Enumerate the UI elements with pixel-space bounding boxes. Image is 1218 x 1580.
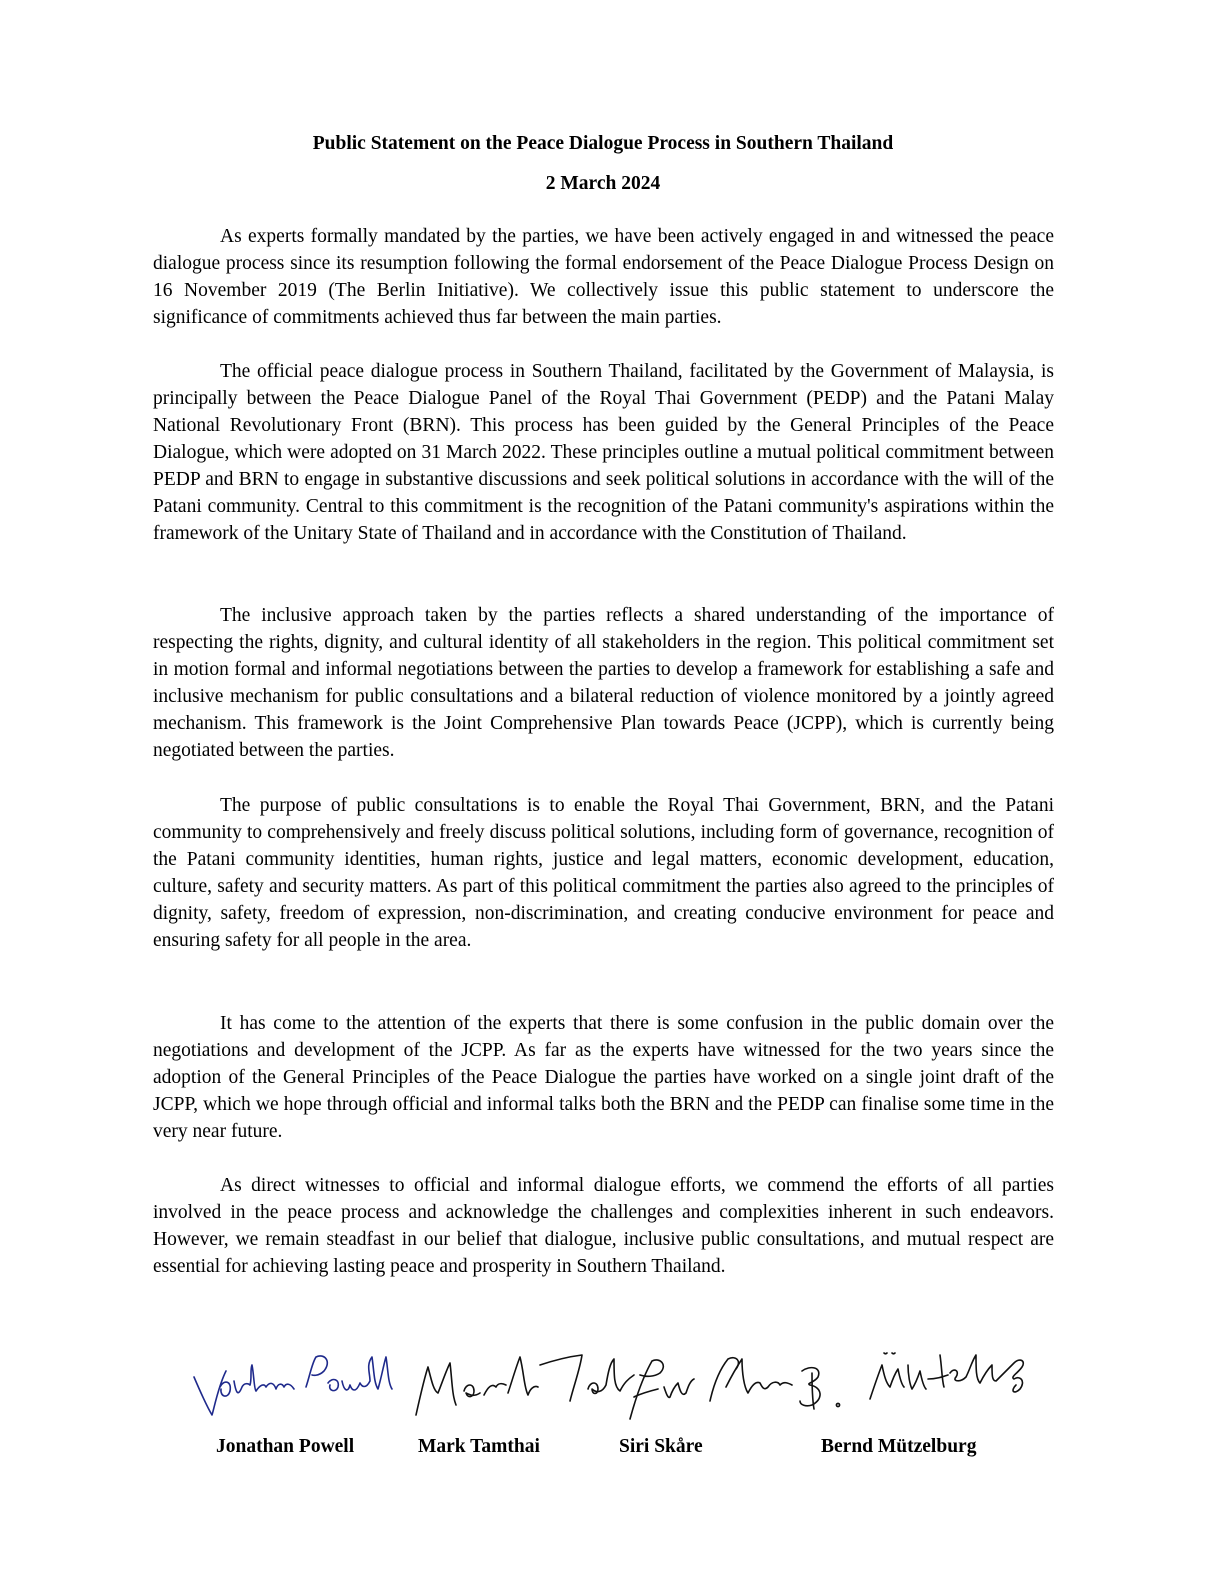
paragraph-4: The purpose of public consultations is to enable the Royal Thai Government, BRN, and the Patani community to comprehensively and freely discuss political solutions, including form of governance, recognition of the Patani community identities, human rights, justice and legal matters, economic development, education, culture, safety and security matters. As part of this political commitment the parties also agreed to the principles of dignity, safety, freedom of expression, non-discrimination, and creating conducive environment for peace and ensuring safety for all people in the area. — [153, 795, 1054, 951]
signature-bernd-mutzelburg — [800, 1353, 1023, 1409]
signature-siri-skare — [630, 1358, 792, 1419]
signature-mark-tamthai — [416, 1355, 634, 1415]
document-title: Public Statement on the Peace Dialogue Process in Southern Thailand — [312, 133, 894, 154]
paragraph-6: As direct witnesses to official and informal dialogue efforts, we commend the efforts of all parties involved in the peace process and acknowledge the challenges and complexities inherent in such endeavors. However, we remain steadfast in our belief that dialogue, inclusive public consultations, and mutual respect are essential for achieving lasting peace and prosperity in Southern Thailand. — [153, 1175, 1054, 1277]
signatory-name-2: Mark Tamthai — [418, 1436, 540, 1457]
paragraph-1: As experts formally mandated by the parties, we have been actively engaged in and witnessed the peace dialogue process since its resumption following the formal endorsement of the Peace Dialogue Process Design on 16 November 2019 (The Berlin Initiative). We collectively issue this public statement to underscore the significance of commitments achieved thus far between the main parties. — [153, 226, 1054, 328]
signatory-name-1: Jonathan Powell — [216, 1436, 355, 1457]
paragraph-2: The official peace dialogue process in Southern Thailand, facilitated by the Government of Malaysia, is principally between the Peace Dialogue Panel of the Royal Thai Government (PEDP) and the Patani Malay National Revolutionary Front (BRN). This process has been guided by the General Principles of the Peace Dialogue, which were adopted on 31 March 2022. These principles outline a mutual political commitment between PEDP and BRN to engage in substantive discussions and seek political solutions in accordance with the will of the Patani community. Central to this commitment is the recognition of the Patani community's aspirations within the framework of the Unitary State of Thailand and in accordance with the Constitution of Thailand. — [153, 361, 1054, 544]
paragraph-5: It has come to the attention of the experts that there is some confusion in the public domain over the negotiations and development of the JCPP. As far as the experts have witnessed for the two years since the adoption of the General Principles of the Peace Dialogue the parties have worked on a single joint draft of the JCPP, which we hope through official and informal talks both the BRN and the PEDP can finalise some time in the very near future. — [153, 1013, 1054, 1142]
signatures-strip — [190, 1335, 1050, 1425]
signature-jonathan-powell — [194, 1356, 392, 1415]
document-date: 2 March 2024 — [545, 173, 661, 194]
paragraph-3: The inclusive approach taken by the parties reflects a shared understanding of the importance of respecting the rights, dignity, and cultural identity of all stakeholders in the region. This political commitment set in motion formal and informal negotiations between the parties to develop a framework for establishing a safe and inclusive mechanism for public consultations and a bilateral reduction of violence monitored by a jointly agreed mechanism. This framework is the Joint Comprehensive Plan towards Peace (JCPP), which is currently being negotiated between the parties. — [153, 605, 1054, 761]
signatory-name-4: Bernd Mützelburg — [821, 1436, 977, 1457]
signatory-name-3: Siri Skåre — [619, 1436, 703, 1457]
